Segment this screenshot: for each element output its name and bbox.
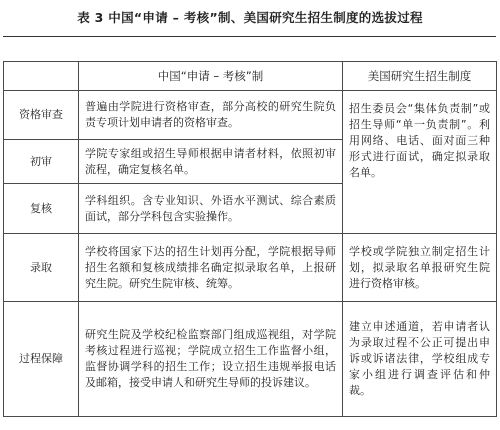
us-process-guarantee: 建立申述通道，若申请者认为录取过程不公正可提出申诉或诉诸法律，学校组成专家小组进行调查评估和仲裁。 [343, 302, 497, 417]
header-china: 中国“申请 – 考核”制 [79, 62, 343, 91]
china-initial-review: 学院专家组或招生导师根据申请者材料，依照初审流程，确定复核名单。 [79, 140, 343, 184]
us-review-merged: 招生委员会“集体负责制”或招生导师“单一负责制”。利用网络、电话、面对面三种形式进行面试，确定拟录取名单。 [343, 91, 497, 234]
stage-initial-review: 初审 [4, 140, 79, 184]
table-row [4, 234, 497, 302]
china-re-examination: 学科组织。含专业知识、外语水平测试、综合素质面试，部分学科包含实验操作。 [79, 184, 343, 234]
table-header-row [4, 62, 497, 91]
stage-re-examination: 复核 [4, 184, 79, 234]
header-us: 美国研究生招生制度 [343, 62, 497, 91]
table-row [4, 91, 497, 140]
top-rule [3, 36, 496, 37]
china-qualification: 普遍由学院进行资格审查，部分高校的研究生院负责专项计划申请者的资格审查。 [79, 91, 343, 140]
us-admission: 学校或学院独立制定招生计划，拟录取名单报研究生院进行资格审核。 [343, 234, 497, 302]
table-row [4, 302, 497, 417]
header-stage [4, 62, 79, 91]
stage-process-guarantee: 过程保障 [4, 302, 79, 417]
china-process-guarantee: 研究生院及学校纪检监察部门组成巡视组，对学院考核过程进行巡视；学院成立招生工作监督小组，监督协调学科的招生工作；设立招生违规举报电话及邮箱，接受申请人和研究生导师的投诉建议。 [79, 302, 343, 417]
stage-qualification: 资格审查 [4, 91, 79, 140]
stage-admission: 录取 [4, 234, 79, 302]
table-caption: 表 3 中国“申请 – 考核”制、美国研究生招生制度的选拔过程 [77, 10, 423, 25]
china-admission: 学校将国家下达的招生计划再分配，学院根据导师招生名额和复核成绩排名确定拟录取名单，上报研究生院。研究生院审核、统筹。 [79, 234, 343, 302]
selection-process-table [3, 61, 497, 417]
